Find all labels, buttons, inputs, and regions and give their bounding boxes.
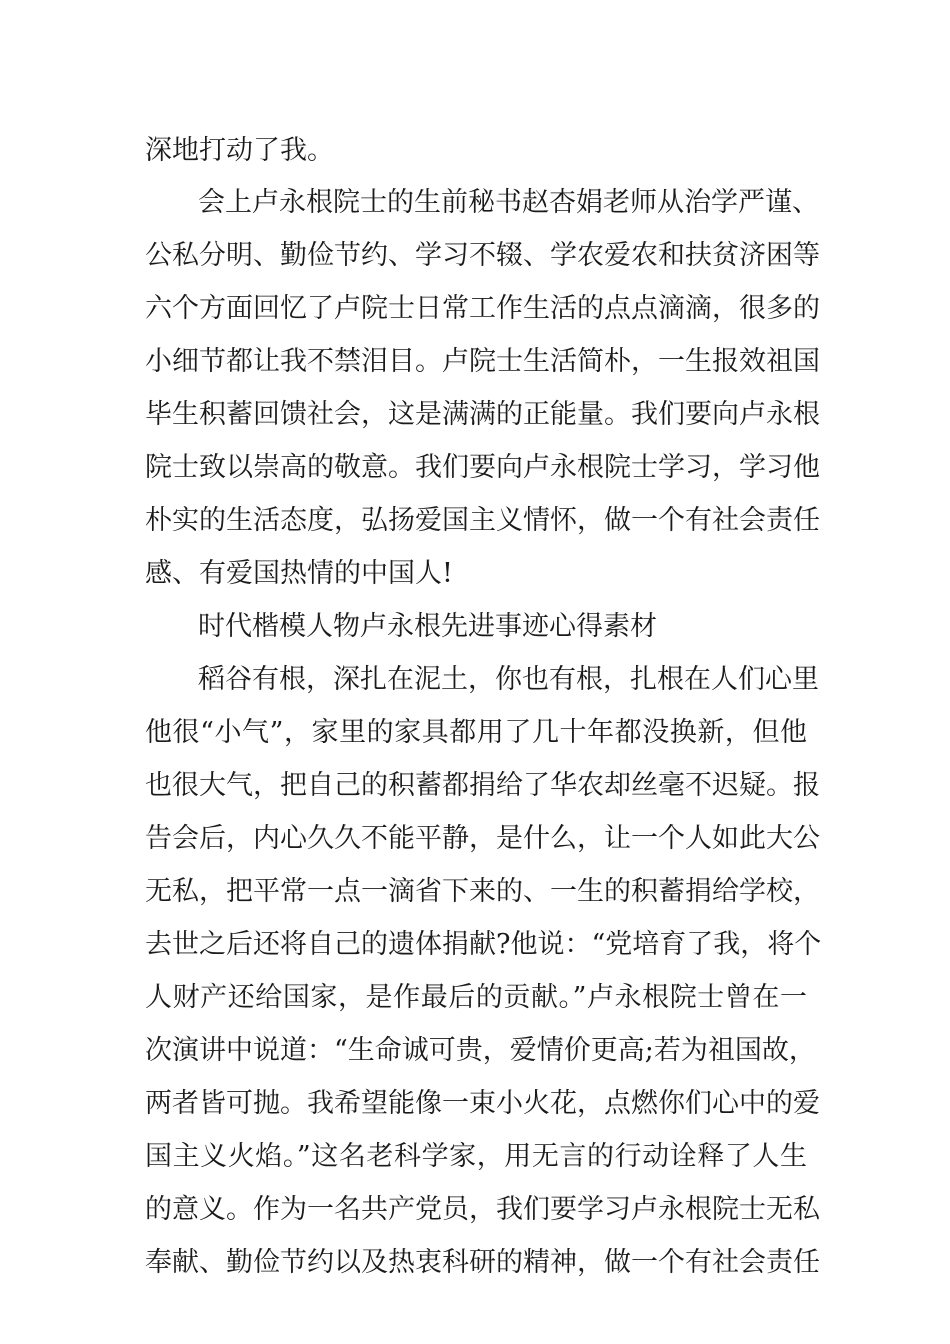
- paragraph-line: 的意义。作为一名共产党员，我们要学习卢永根院士无私: [145, 1194, 820, 1225]
- section-heading: 时代楷模人物卢永根先进事迹心得素材: [198, 611, 657, 642]
- paragraph-line: 毕生积蓄回馈社会，这是满满的正能量。我们要向卢永根: [145, 399, 820, 430]
- paragraph-line: 公私分明、勤俭节约、学习不辍、学农爱农和扶贫济困等: [145, 240, 820, 271]
- paragraph-line: 他很“小气”，家里的家具都用了几十年都没换新，但他: [145, 717, 807, 748]
- paragraph-line: 感、有爱国热情的中国人!: [145, 558, 453, 589]
- paragraph-line: 深地打动了我。: [145, 135, 334, 166]
- paragraph-line: 六个方面回忆了卢院士日常工作生活的点点滴滴，很多的: [145, 293, 820, 324]
- paragraph-line: 无私，把平常一点一滴省下来的、一生的积蓄捐给学校，: [145, 876, 820, 907]
- paragraph-line: 朴实的生活态度，弘扬爱国主义情怀，做一个有社会责任: [145, 505, 820, 536]
- paragraph-line: 奉献、勤俭节约以及热衷科研的精神，做一个有社会责任: [145, 1247, 820, 1278]
- paragraph-line: 去世之后还将自己的遗体捐献?他说：“党培育了我，将个: [145, 929, 822, 960]
- paragraph-line: 两者皆可抛。我希望能像一束小火花，点燃你们心中的爱: [145, 1088, 820, 1119]
- paragraph-line: 院士致以崇高的敬意。我们要向卢永根院士学习，学习他: [145, 452, 820, 483]
- paragraph-line: 会上卢永根院士的生前秘书赵杏娟老师从治学严谨、: [198, 187, 819, 218]
- paragraph-line: 国主义火焰。”这名老科学家，用无言的行动诠释了人生: [145, 1141, 807, 1172]
- paragraph-line: 也很大气，把自己的积蓄都捐给了华农却丝毫不迟疑。报: [145, 770, 820, 801]
- paragraph-line: 人财产还给国家，是作最后的贡献。”卢永根院士曾在一: [145, 982, 807, 1013]
- paragraph-line: 次演讲中说道：“生命诚可贵，爱情价更高;若为祖国故，: [145, 1035, 816, 1066]
- paragraph-line: 稻谷有根，深扎在泥土，你也有根，扎根在人们心里: [198, 664, 819, 695]
- paragraph-line: 告会后，内心久久不能平静，是什么，让一个人如此大公: [145, 823, 820, 854]
- paragraph-line: 小细节都让我不禁泪目。卢院士生活简朴，一生报效祖国: [145, 346, 820, 377]
